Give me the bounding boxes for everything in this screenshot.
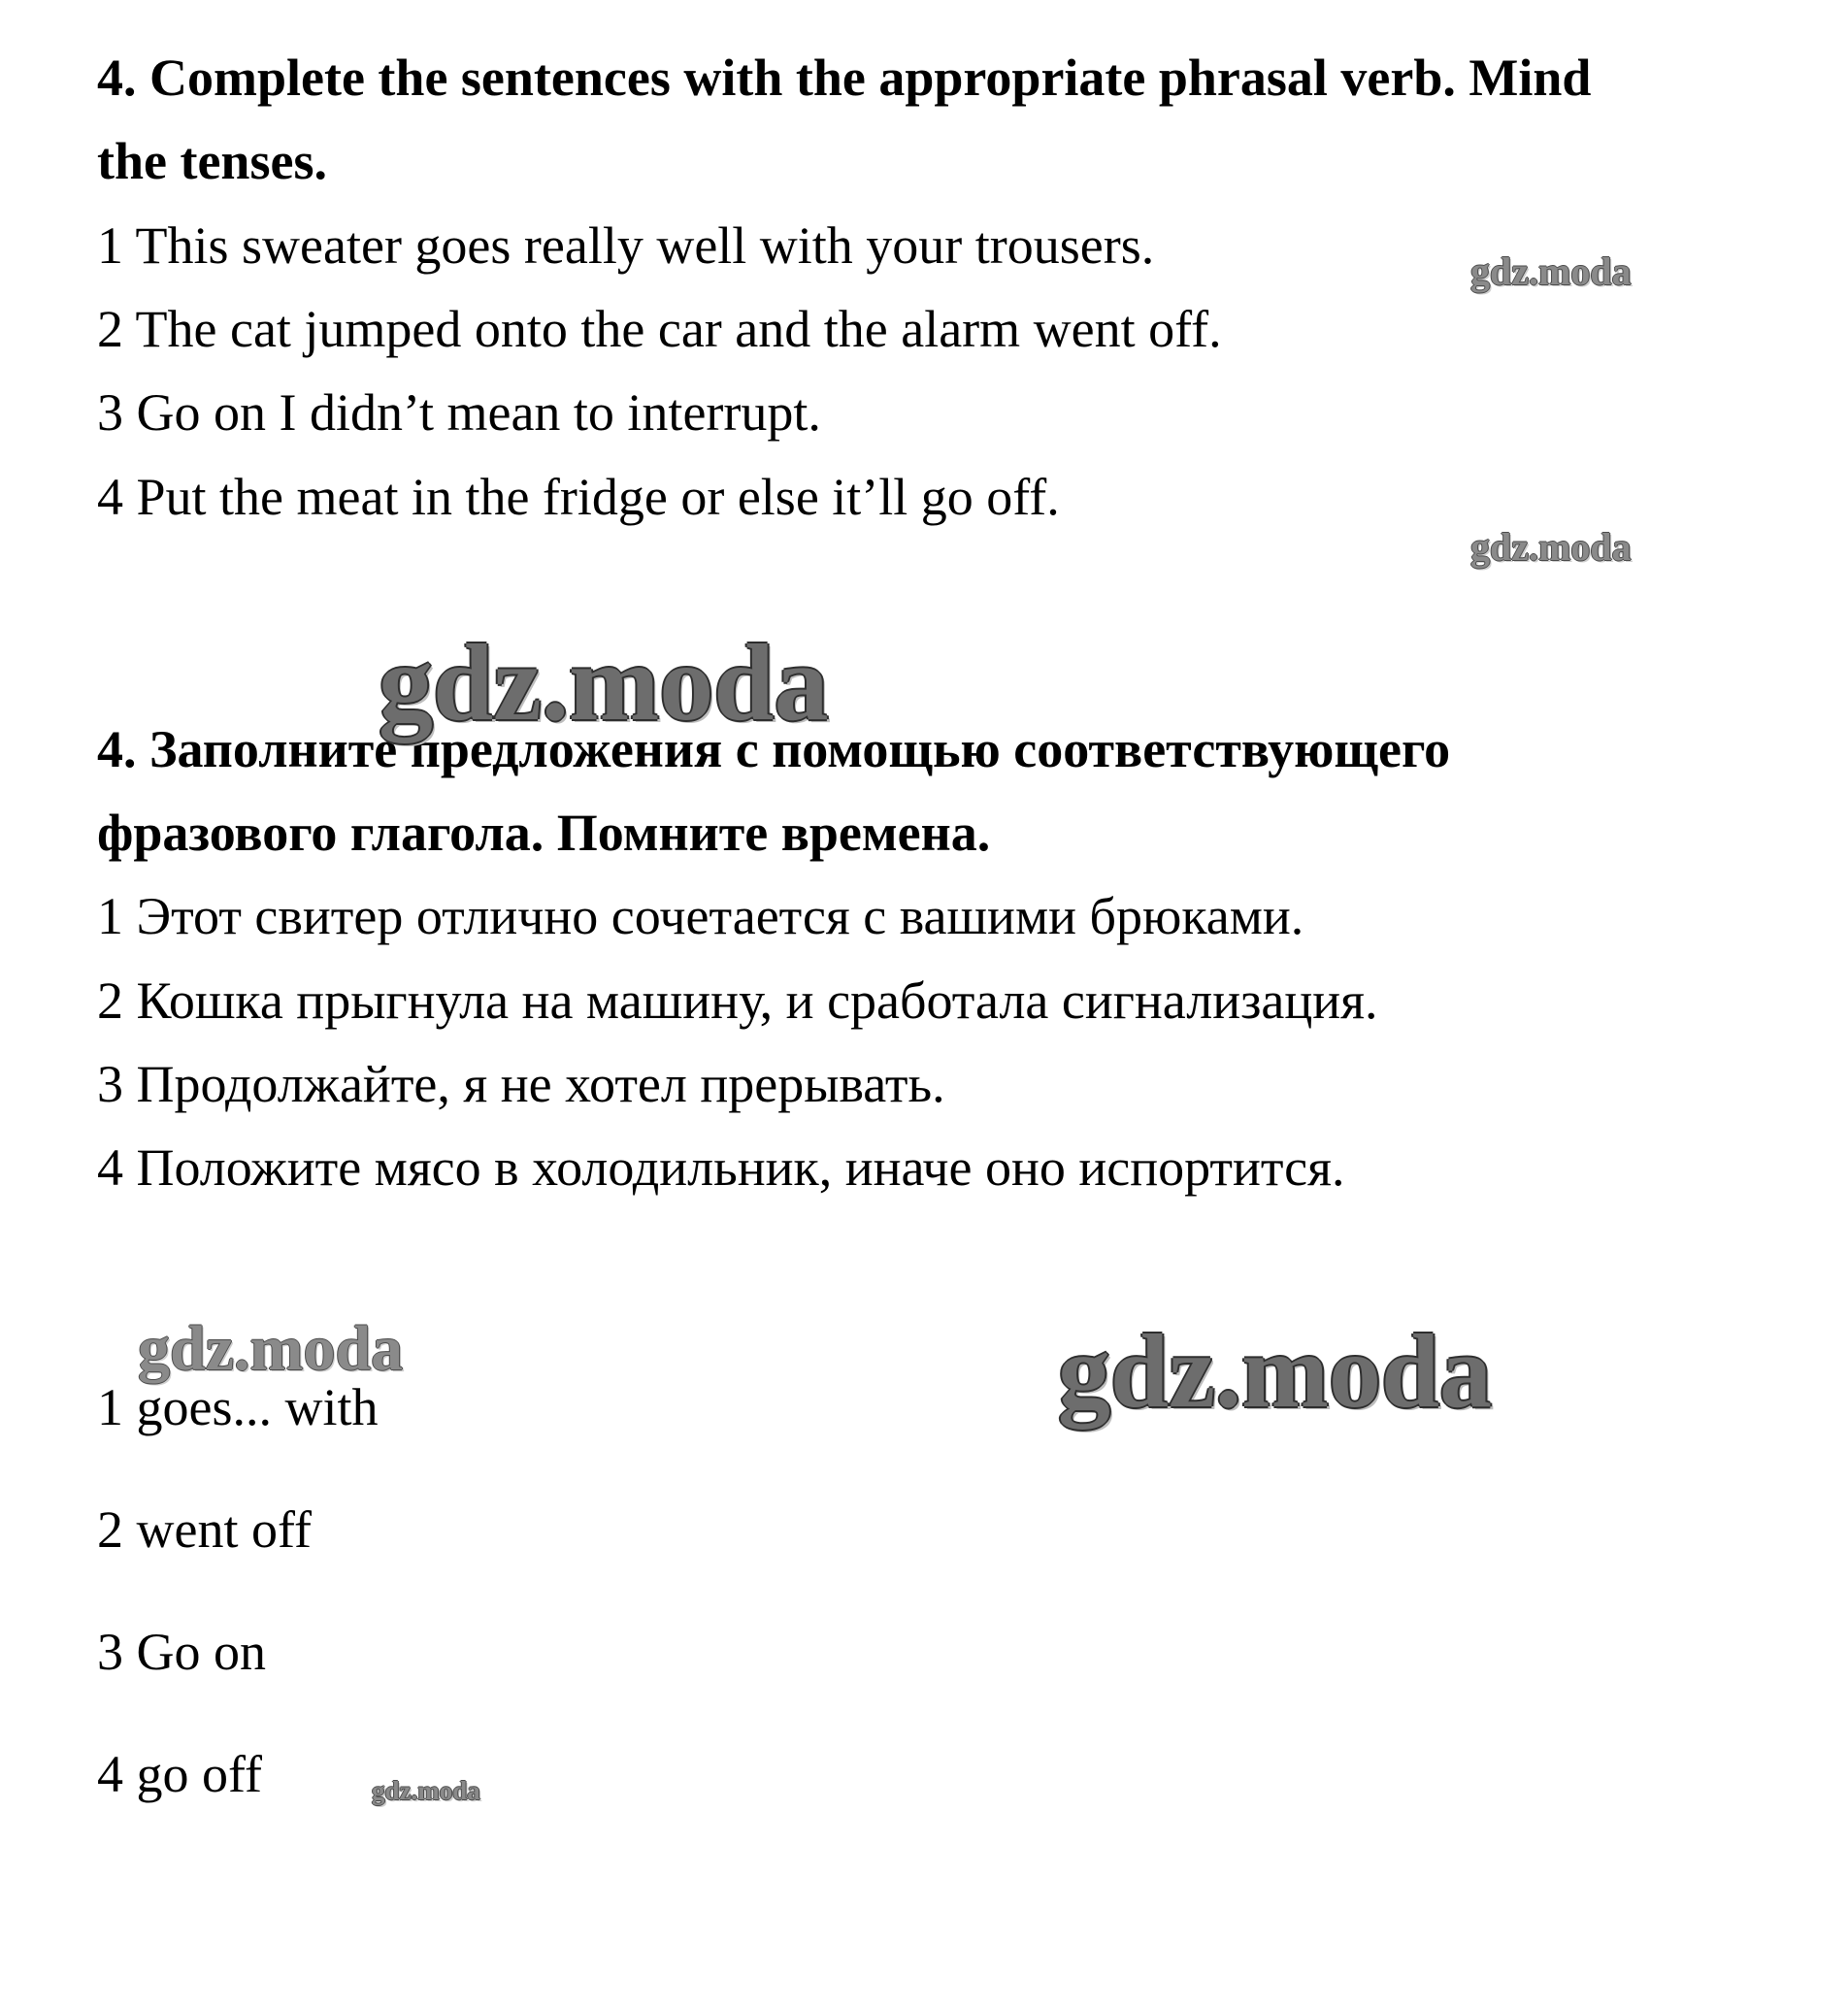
english-heading-line-2: the tenses. [97, 132, 327, 190]
watermark-4: gdz.moda [138, 1313, 404, 1384]
answer-4: 4 go off [97, 1745, 262, 1803]
watermark-2: gdz.moda [1470, 525, 1632, 569]
english-sentence-2: 2 The cat jumped onto the car and the alarm went off. [97, 300, 1222, 358]
answer-2: 2 went off [97, 1500, 312, 1559]
watermark-1: gdz.moda [1470, 249, 1632, 293]
russian-sentence-4: 4 Положите мясо в холодильник, иначе оно испортится. [97, 1138, 1345, 1197]
watermark-6: gdz.moda [372, 1776, 480, 1805]
russian-heading-line-2: фразового глагола. Помните времена. [97, 804, 991, 862]
english-sentence-1: 1 This sweater goes really well with your trousers. [97, 216, 1155, 275]
russian-sentence-1: 1 Этот свитер отлично сочетается с вашими брюками. [97, 887, 1304, 945]
watermark-5: gdz.moda [1058, 1314, 1493, 1430]
russian-sentence-2: 2 Кошка прыгнула на машину, и сработала сигнализация. [97, 971, 1378, 1030]
answer-3: 3 Go on [97, 1623, 266, 1681]
answer-1: 1 goes... with [97, 1378, 379, 1436]
watermark-3: gdz.moda [379, 623, 829, 743]
russian-heading-line-1: 4. Заполните предложения с помощью соответствующего [97, 720, 1451, 778]
english-sentence-3: 3 Go on I didn’t mean to interrupt. [97, 383, 821, 442]
english-sentence-4: 4 Put the meat in the fridge or else it’ll go off. [97, 468, 1060, 526]
russian-sentence-3: 3 Продолжайте, я не хотел прерывать. [97, 1055, 945, 1113]
english-heading-line-1: 4. Complete the sentences with the appropriate phrasal verb. Mind [97, 49, 1592, 107]
